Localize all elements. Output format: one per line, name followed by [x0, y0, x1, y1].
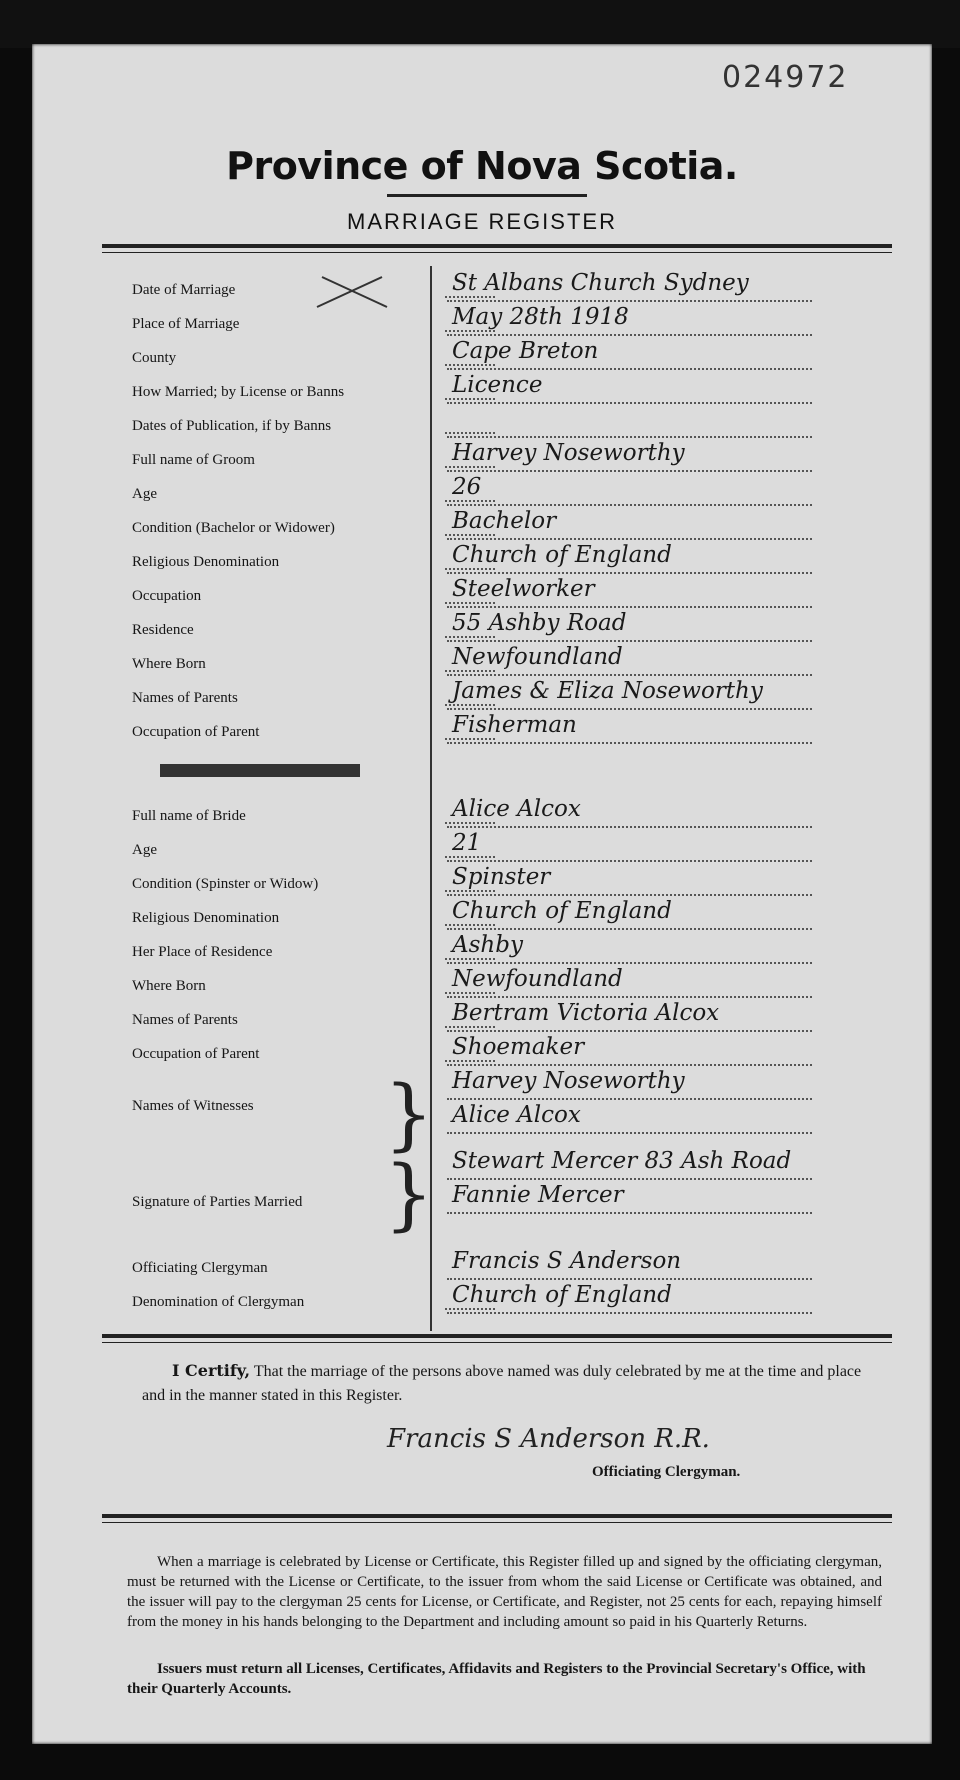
field-value: May 28th 1918	[452, 304, 629, 330]
field-value: St Albans Church Sydney	[452, 270, 749, 296]
title-rule	[387, 194, 587, 197]
field-bride-parent-occupation	[102, 1034, 892, 1070]
field-value: Spinster	[452, 864, 551, 890]
signature-entry	[102, 1148, 892, 1184]
field-label: Where Born	[132, 656, 206, 672]
page-subtitle: MARRIAGE REGISTER	[347, 209, 617, 234]
field-date-of-marriage	[102, 270, 892, 306]
field-groom-residence	[102, 610, 892, 646]
certification-rule	[102, 1334, 892, 1343]
field-label: Occupation of Parent	[132, 1046, 260, 1062]
field-value: Cape Breton	[452, 338, 599, 364]
field-bride-birthplace	[102, 966, 892, 1002]
field-label: Age	[132, 842, 157, 858]
clergyman-signature: Francis S Anderson R.R.	[387, 1424, 710, 1454]
field-label: How Married; by License or Banns	[132, 384, 345, 400]
field-value: Bachelor	[452, 508, 557, 534]
scan-border	[0, 0, 960, 48]
field-value: Bertram Victoria Alcox	[452, 1000, 720, 1026]
field-groom-occupation	[102, 576, 892, 612]
field-groom-birthplace	[102, 644, 892, 680]
field-value: Shoemaker	[452, 1034, 585, 1060]
field-groom-condition	[102, 508, 892, 544]
field-label: Full name of Groom	[132, 452, 255, 468]
field-value: Harvey Noseworthy	[452, 1068, 685, 1094]
signature-role: Officiating Clergyman.	[592, 1464, 741, 1480]
field-value: Church of England	[452, 1282, 672, 1308]
field-value: Ashby	[452, 932, 523, 958]
field-value: Stewart Mercer 83 Ash Road	[452, 1148, 792, 1174]
field-value: Church of England	[452, 898, 672, 924]
field-value: Francis S Anderson	[452, 1248, 682, 1274]
field-bride-residence	[102, 932, 892, 968]
field-value: 55 Ashby Road	[452, 610, 627, 636]
field-groom-age	[102, 474, 892, 510]
field-groom-parents	[102, 678, 892, 714]
field-label: Occupation of Parent	[132, 724, 260, 740]
field-label: Denomination of Clergyman	[132, 1294, 305, 1310]
field-label: Religious Denomination	[132, 554, 280, 570]
field-value: Newfoundland	[452, 644, 623, 670]
field-value: James & Eliza Noseworthy	[452, 678, 763, 704]
field-label: Dates of Publication, if by Banns	[132, 418, 332, 434]
field-bride-age	[102, 830, 892, 866]
field-bride-name	[102, 796, 892, 832]
field-label: Occupation	[132, 588, 202, 604]
signature-entry	[102, 1182, 892, 1218]
field-label: Residence	[132, 622, 194, 638]
certification-lead: I Certify,	[172, 1361, 251, 1380]
field-value: Fisherman	[452, 712, 577, 738]
instructions-paragraph: When a marriage is celebrated by License or Certificate, this Register filled up and signed by the officiating clergyman, must be returned with the License or Certificate, to the issuer from whom the said License or Certificate was obtained, and the issuer will pay to the clergyman 25 cents for License, or Certificate, and Register, not 25 cents for each, repaying himself from the money in his hands belonging to the Department and including amount so paid in his Quarterly Returns.	[127, 1554, 882, 1630]
field-label: Names of Parents	[132, 690, 238, 706]
witness-entry	[102, 1068, 892, 1104]
instructions-rule	[102, 1514, 892, 1523]
field-label: Age	[132, 486, 157, 502]
instructions-paragraph-bold: Issuers must return all Licenses, Certificates, Affidavits and Registers to the Provincial Secretary's Office, with their Quarterly Accounts.	[127, 1661, 866, 1697]
field-how-married	[102, 372, 892, 408]
certification-statement	[142, 1359, 872, 1408]
field-label: Officiating Clergyman	[132, 1260, 268, 1276]
field-groom-religion	[102, 542, 892, 578]
field-clergy-denomination	[102, 1282, 892, 1318]
register-sheet	[32, 44, 932, 1744]
field-county	[102, 338, 892, 374]
field-label: Signature of Parties Married	[132, 1194, 303, 1210]
field-value: 21	[452, 830, 482, 856]
field-value: Steelworker	[452, 576, 595, 602]
field-value: Harvey Noseworthy	[452, 440, 685, 466]
field-label: Full name of Bride	[132, 808, 246, 824]
field-value: Church of England	[452, 542, 672, 568]
field-label: Date of Marriage	[132, 282, 236, 298]
field-label: Condition (Bachelor or Widower)	[132, 520, 335, 536]
certification-text: That the marriage of the persons above named was duly celebrated by me at the time and place and in the manner stated in this Register.	[142, 1363, 862, 1404]
field-bride-religion	[102, 898, 892, 934]
field-label: County	[132, 350, 177, 366]
brace-icon: }	[384, 1150, 434, 1240]
brace-icon: }	[384, 1070, 434, 1160]
field-value: Alice Alcox	[452, 1102, 581, 1128]
field-label: Her Place of Residence	[132, 944, 273, 960]
field-value: 26	[452, 474, 482, 500]
field-groom-name	[102, 440, 892, 476]
field-label: Condition (Spinster or Widow)	[132, 876, 319, 892]
header-rule	[102, 244, 892, 253]
field-value: Alice Alcox	[452, 796, 581, 822]
field-label: Religious Denomination	[132, 910, 280, 926]
field-label: Names of Parents	[132, 1012, 238, 1028]
field-value: Newfoundland	[452, 966, 623, 992]
serial-number: 024972	[722, 60, 849, 95]
page-title: Province of Nova Scotia.	[226, 144, 738, 188]
field-label: Names of Witnesses	[132, 1098, 254, 1114]
field-value: Licence	[452, 372, 543, 398]
field-label: Place of Marriage	[132, 316, 240, 332]
field-officiating-clergyman	[102, 1248, 892, 1284]
field-bride-condition	[102, 864, 892, 900]
field-dates-of-publication	[102, 412, 892, 442]
field-label: Where Born	[132, 978, 206, 994]
field-place-of-marriage	[102, 304, 892, 340]
field-bride-parents	[102, 1000, 892, 1036]
field-groom-parent-occupation	[102, 712, 892, 748]
redacted-section-heading	[160, 764, 360, 777]
field-value: Fannie Mercer	[452, 1182, 624, 1208]
